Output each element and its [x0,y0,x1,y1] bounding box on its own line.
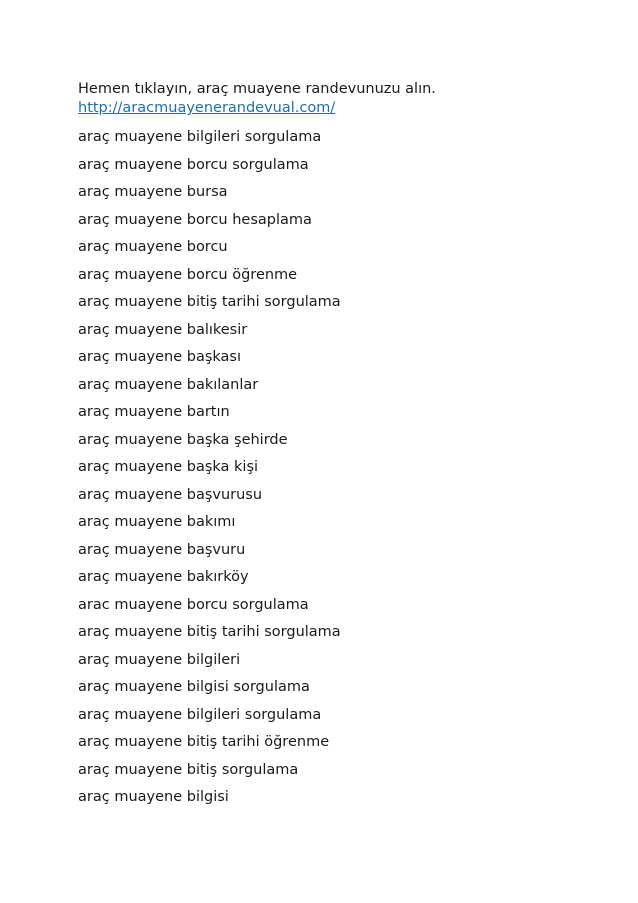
list-item: araç muayene başvurusu [78,486,263,503]
randevu-link[interactable]: http://aracmuayenerandevual.com/ [78,100,336,116]
list-item: araç muayene bilgileri sorgulama [78,129,322,145]
list-item: araç muayene bakırköy [78,569,249,585]
list-item: araç muayene borcu hesaplama [78,211,312,228]
list-item: arac muayene borcu sorgulama [78,596,309,613]
list-item: araç muayene başvuru [78,541,246,558]
list-item: araç muayene bitiş sorgulama [78,761,299,778]
intro-text: Hemen tıklayın, araç muayene randevunuzu alın. [78,81,436,97]
list-item: araç muayene bilgileri [78,651,241,668]
list-item: araç muayene bilgileri sorgulama [78,706,322,723]
list-item: araç muayene bakılanlar [78,376,259,393]
list-item: araç muayene bilgisi [78,789,229,805]
list-item: araç muayene başkası [78,349,241,365]
list-item: araç muayene başka şehirde [78,431,288,448]
list-item: araç muayene bitiş tarihi sorgulama [78,294,341,310]
keyword-list [78,124,598,812]
list-item: araç muayene bakımı [78,514,236,530]
list-item: araç muayene bartın [78,404,230,420]
list-item: araç muayene bilgisi sorgulama [78,679,310,695]
list-item: araç muayene balıkesir [78,321,248,338]
list-item: araç muayene borcu öğrenme [78,266,298,283]
list-item: araç muayene bitiş tarihi sorgulama [78,624,341,640]
document-page [78,80,598,812]
list-item: araç muayene bursa [78,184,228,200]
list-item: araç muayene borcu [78,239,228,255]
list-item: araç muayene borcu sorgulama [78,156,309,173]
list-item: araç muayene başka kişi [78,459,259,475]
list-item: araç muayene bitiş tarihi öğrenme [78,734,330,750]
